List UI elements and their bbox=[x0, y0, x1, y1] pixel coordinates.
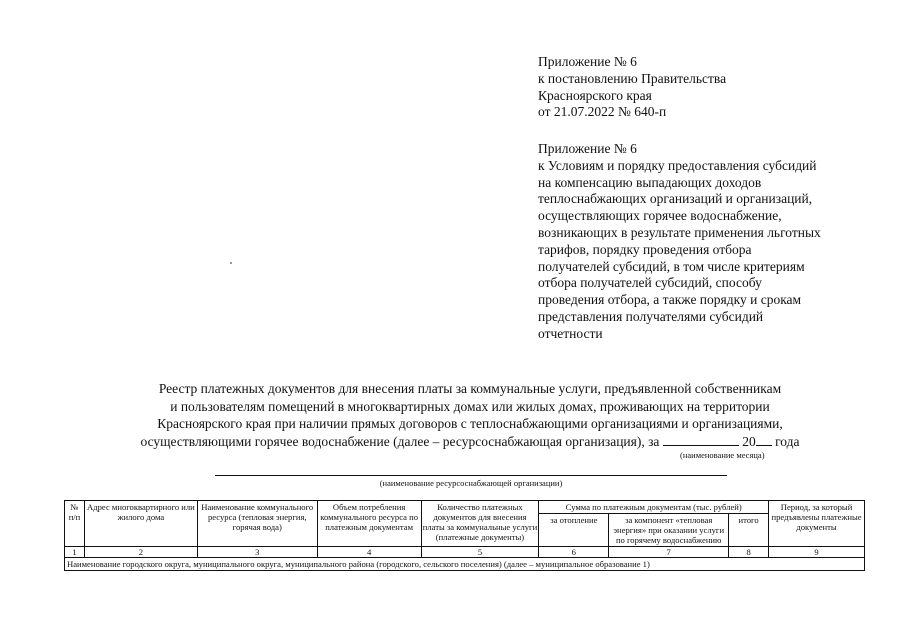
header-volume: Объем потребления коммунального ресурса по платежным документам bbox=[317, 501, 421, 547]
appendix-line: теплоснабжающих организаций и организаций, bbox=[538, 191, 813, 207]
appendix-line: отчетности bbox=[538, 325, 603, 341]
appendix-line: возникающих в результате применения льготных bbox=[538, 224, 821, 240]
year-blank-field bbox=[756, 434, 772, 446]
org-note: (наименование ресурсоснабжающей организации) bbox=[379, 478, 563, 488]
appendix-line: отбора получателей субсидий, способу bbox=[538, 275, 762, 291]
municipality-cell: Наименование городского округа, муниципального округа, муниципального района (городского, сельского поселения) (далее – муниципальное образование 1) bbox=[65, 558, 865, 571]
appendix-line: осуществляющих горячее водоснабжение, bbox=[538, 208, 782, 224]
header-sum-total: итого bbox=[729, 514, 769, 547]
header-sum-heating: за отопление bbox=[539, 514, 609, 547]
column-number: 1 bbox=[65, 547, 85, 558]
appendix-block-resolution bbox=[538, 54, 878, 121]
column-number: 9 bbox=[769, 547, 865, 558]
appendix-line: к постановлению Правительства bbox=[538, 70, 727, 86]
appendix-line: проведения отбора, а также порядку и срокам bbox=[538, 292, 802, 308]
scan-speck bbox=[230, 262, 232, 264]
appendix-line: к Условиям и порядку предоставления субсидий bbox=[538, 157, 817, 173]
appendix-line: Красноярского края bbox=[538, 87, 652, 103]
appendix-line: Приложение № 6 bbox=[538, 54, 637, 69]
header-address: Адрес многоквартирного или жилого дома bbox=[84, 501, 197, 547]
column-number: 3 bbox=[197, 547, 317, 558]
appendix-line: Приложение № 6 bbox=[538, 141, 637, 156]
header-num: № п/п bbox=[65, 501, 85, 547]
appendix-line: на компенсацию выпадающих доходов bbox=[538, 174, 762, 190]
year-suffix: года bbox=[775, 433, 800, 449]
title-last-prefix: осуществляющими горячее водоснабжение (далее – ресурсоснабжающая организация), за bbox=[140, 433, 660, 449]
header-doc-count: Количество платежных документов для внесения платы за коммунальные услуги (платежные документы) bbox=[421, 501, 539, 547]
header-sum-group: Сумма по платежным документам (тыс. рублей) bbox=[539, 501, 769, 514]
register-title bbox=[60, 380, 880, 450]
month-blank-field bbox=[663, 434, 739, 446]
column-number: 6 bbox=[539, 547, 609, 558]
appendix-block-conditions bbox=[538, 141, 878, 343]
register-table bbox=[64, 500, 865, 571]
header-resource-name: Наименование коммунального ресурса (тепловая энергия, горячая вода) bbox=[197, 501, 317, 547]
year-prefix: 20 bbox=[742, 433, 756, 449]
title-line: и пользователям помещений в многоквартирных домах или жилых домах, проживающих на территории bbox=[170, 398, 770, 414]
title-line: Реестр платежных документов для внесения платы за коммунальные услуги, предъявленной собственникам bbox=[158, 381, 782, 396]
org-name-underline bbox=[215, 475, 727, 476]
column-number: 2 bbox=[84, 547, 197, 558]
column-number: 4 bbox=[317, 547, 421, 558]
column-number-row bbox=[65, 547, 865, 558]
appendix-line: от 21.07.2022 № 640-п bbox=[538, 104, 667, 120]
title-line-last bbox=[60, 433, 880, 451]
appendix-line: получателей субсидий, в том числе критериям bbox=[538, 258, 805, 274]
header-sum-component: за компонент «тепловая энергия» при оказании услуги по горячему водоснабжению bbox=[609, 514, 729, 547]
municipality-row bbox=[65, 558, 865, 571]
header-period: Период, за который предъявлены платежные документы bbox=[769, 501, 865, 547]
column-number: 5 bbox=[421, 547, 539, 558]
appendix-line: представления получателями субсидий bbox=[538, 308, 764, 324]
column-number: 8 bbox=[729, 547, 769, 558]
column-number: 7 bbox=[609, 547, 729, 558]
month-note: (наименование месяца) bbox=[680, 450, 765, 460]
title-line: Красноярского края при наличии прямых договоров с теплоснабжающими организациями и организациями, bbox=[157, 416, 783, 431]
header-row-1 bbox=[65, 501, 865, 514]
appendix-line: тарифов, порядку проведения отбора bbox=[538, 241, 752, 257]
